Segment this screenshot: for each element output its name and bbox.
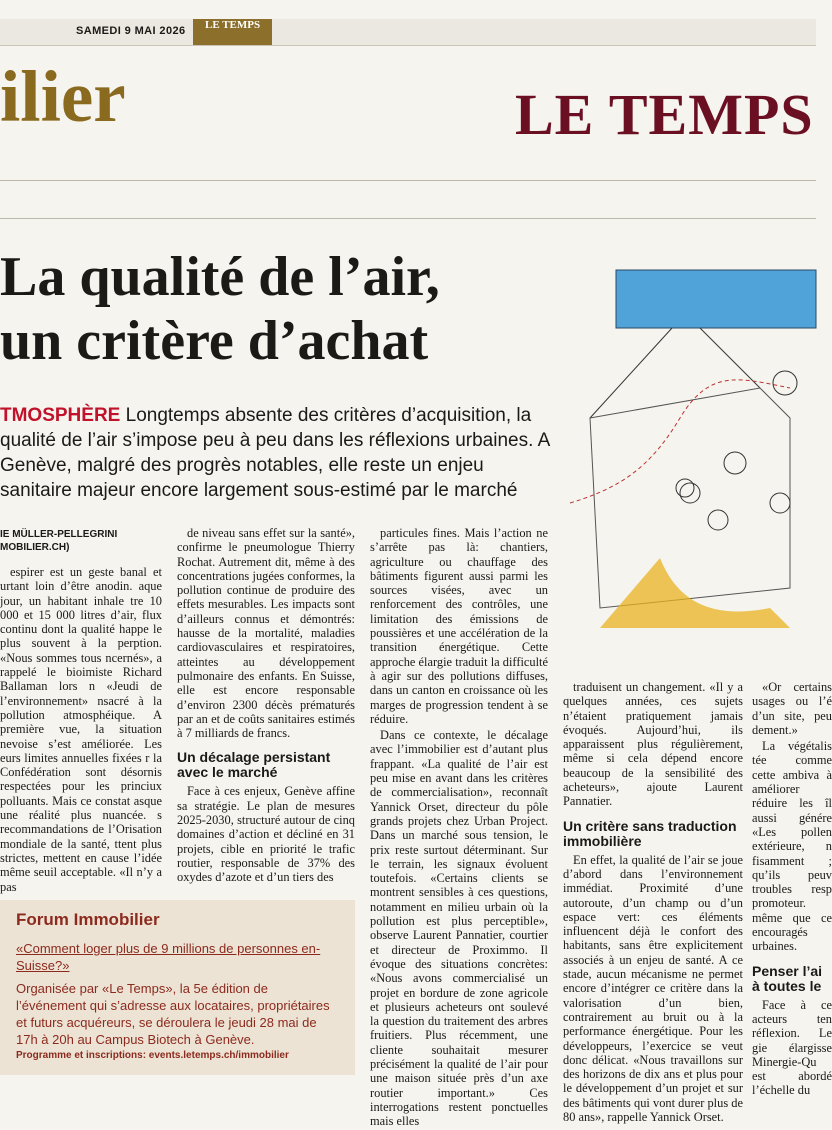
lead-text: Longtemps absente des critères d’acquisition, la qualité de l’air s’impose peu à peu dans les réflexions urbaines. A Genève, malgré des progrès notables, elle reste un enjeu sanitaire majeur encore largement sous-estimé par le marché — [0, 405, 550, 501]
paragraph: de niveau sans effet sur la santé», confirme le pneumologue Thierry Rochat. Autrement dit, même à des concentrations jugées conformes, la pollution continue de produire des effets mesurables. Les impacts sont d’ailleurs connus et démontrés: hausse de la mortalité, maladies cardiovasculaires et respiratoires, atteintes au développement pulmonaire des enfants. En Suisse, elle est encore responsable d’environ 2300 décès prématurés par an et de coûts sanitaires estimés à 7 milliards de francs. — [177, 526, 355, 741]
building-box — [590, 388, 790, 608]
paragraph: particules fines. Mais l’action ne s’arrête pas là: chantiers, agriculture ou chauffage des bâtiments figurent aussi parmi les sources visées, avec un renforcement des contrôles, une limitation des émissions de poussières et une accélération de la transition énergétique. Cette approche élargie traduit la difficulté à agir sur des pollutions diffuses, dans un canton en croissance où les marges de progression tendent à se réduire. — [370, 526, 548, 726]
paragraph: «Or certains usages ou l’é d’un site, peu dement.» — [752, 680, 832, 737]
byline — [0, 528, 117, 554]
article-column-5 — [752, 680, 832, 1100]
particle-icon — [680, 483, 700, 503]
paragraph: Dans ce contexte, le décalage avec l’immobilier est d’autant plus frappant. «La qualité de l’air est peu mise en avant dans les critères de commercialisation», reconnaît Yannick Orset, directeur du pôle grands projets chez Urban Project. Dans un marché sous tension, le prix reste surtout déterminant. Sur le terrain, les signaux évoluent toutefois. «Certains clients se montrent sensibles à ces questions, notamment en milieu urbain où la pollution est plus perceptible», observe Laurent Pannatier, courtier et directeur de Proximmo. Il évoque des situations concrètes: «Nous avons commercialisé un projet en bordure de zone agricole et plusieurs acheteurs ont soulevé la question du traitement des arbres fruitiers. Plus récemment, une cliente souhaitait mesurer précisément la qualité de l’air pour une maison située près d’un axe routier important.» Ces interrogations restent ponctuelles mais elles — [370, 728, 548, 1129]
forum-box — [0, 900, 355, 1075]
pollen-cloud — [600, 558, 790, 628]
particle-icon — [770, 493, 790, 513]
article-lead — [0, 403, 560, 503]
headline-line-2: un critère d’achat — [0, 310, 429, 372]
paragraph: Face à ces enjeux, Genève affine sa stratégie. Le plan de mesures 2025-2030, structuré autour de cinq domaines d’action et décliné en 31 projets, cible en priorité le trafic routier, responsable de 37% des oxydes d’azote et d’un tiers des — [177, 784, 355, 885]
section-rubric: ilier — [0, 56, 126, 137]
masthead-logo: LE TEMPS — [515, 82, 814, 147]
divider — [0, 218, 816, 219]
article-column-3 — [370, 526, 548, 1130]
zoom-line — [590, 328, 672, 418]
particle-icon — [708, 510, 728, 530]
article-headline — [0, 245, 440, 373]
subheading: Un décalage persistant avec le marché — [177, 749, 331, 781]
particle-group — [676, 371, 797, 530]
paragraph: Face à ce acteurs ten réflexion. Le gie élargisse Minergie-Qu est abordé l’échelle du — [752, 997, 832, 1098]
article-column-4 — [563, 680, 743, 1126]
zoom-line — [700, 328, 760, 388]
particle-icon — [676, 479, 694, 497]
forum-question-link[interactable]: «Comment loger plus de 9 millions de personnes en-Suisse?» — [16, 941, 321, 973]
window-panel — [616, 270, 816, 328]
byline-author: IE MÜLLER-PELLEGRINI — [0, 529, 118, 540]
subheading: Un critère sans traduction immobilière — [563, 817, 737, 849]
section-tag: LE TEMPS — [193, 19, 272, 45]
subheading: Penser l’ai à toutes le — [752, 962, 823, 994]
issue-date: SAMEDI 9 MAI 2026 — [76, 25, 186, 37]
paragraph: En effet, la qualité de l’air se joue d’abord dans l’environnement immédiat. Proximité d’une autoroute, d’un champ ou d’un espace vert: ces éléments influencent déjà le confort des habitants, sans être explicitement associés à un enjeu de santé. A ce stade, aucun mécanisme ne permet encore d’intégrer ce critère dans la valorisation d’un bien, contrairement au bruit ou à la performance énergétique. Pour les développeurs, l’exercice se veut donc délicat. «Nous travaillons sur des horizons de dix ans et plus pour le développement d’un projet et sur des bâtiments qui vont durer plus de 80 ans», rappelle Yannick Orset. — [563, 852, 743, 1125]
headline-line-1: La qualité de l’air, — [0, 246, 440, 308]
paragraph: espirer est un geste banal et urtant loin d’être anodin. aque jour, un habitant inhale tre 10 000 et 15 000 litres d’air, flux continu dont la qualité happe le plus souvent à la perption. «Nous sommes tous ncernés», a rappelé le bioimiste Richard Ballaman lors n «Jeudi de l’environnement» nsacré à la pollution atmosphéique. A première vue, la situation nevoise s’est améliorée. Les eurs limites annuelles fixées r la Confédération sont désornis respectées pour les princiux polluants. Mais ce constat asque une réalité plus nuancée. s recommandations de l’Orisation mondiale de la santé, ttent plus strictes, mettent en cause l’idée même seuil acceptable. «Il n’y a pas — [0, 565, 162, 894]
article-column-1 — [0, 565, 162, 896]
particle-icon — [773, 371, 797, 395]
air-flow-line — [570, 380, 790, 503]
air-quality-illustration — [560, 268, 816, 628]
paragraph: traduisent un changement. «Il y a quelques années, ces sujets n’étaient pratiquement jamais évoqués. Aujourd’hui, ils apparaissent plus régulièrement, même si cela dépend encore beaucoup de la sensibilité des acheteurs», ajoute Laurent Pannatier. — [563, 680, 743, 809]
byline-email: MOBILIER.CH) — [0, 542, 70, 553]
top-bar — [0, 19, 816, 46]
forum-description: Organisée par «Le Temps», la 5e édition de l’événement qui s’adresse aux locataires, propriétaires et futurs acquéreurs, se déroulera le jeudi 28 mai de 17h à 20h au Campus Biotech à Genève. — [16, 981, 330, 1047]
particle-icon — [724, 452, 746, 474]
lead-kicker: TMOSPHÈRE — [0, 405, 121, 426]
forum-registration-link[interactable]: Programme et inscriptions: events.letemps.ch/immobilier — [16, 1050, 289, 1061]
article-column-2 — [177, 526, 355, 887]
paragraph: La végétalis tée comme cette ambiva à améliorer réduire les îl aussi génére «Les pollen extérieure, n fisamment ; qu’ils peuv troubles resp promoteur. même que ce encouragés urbaines. — [752, 739, 832, 954]
forum-title: Forum Immobilier — [16, 910, 160, 929]
divider — [0, 180, 816, 181]
